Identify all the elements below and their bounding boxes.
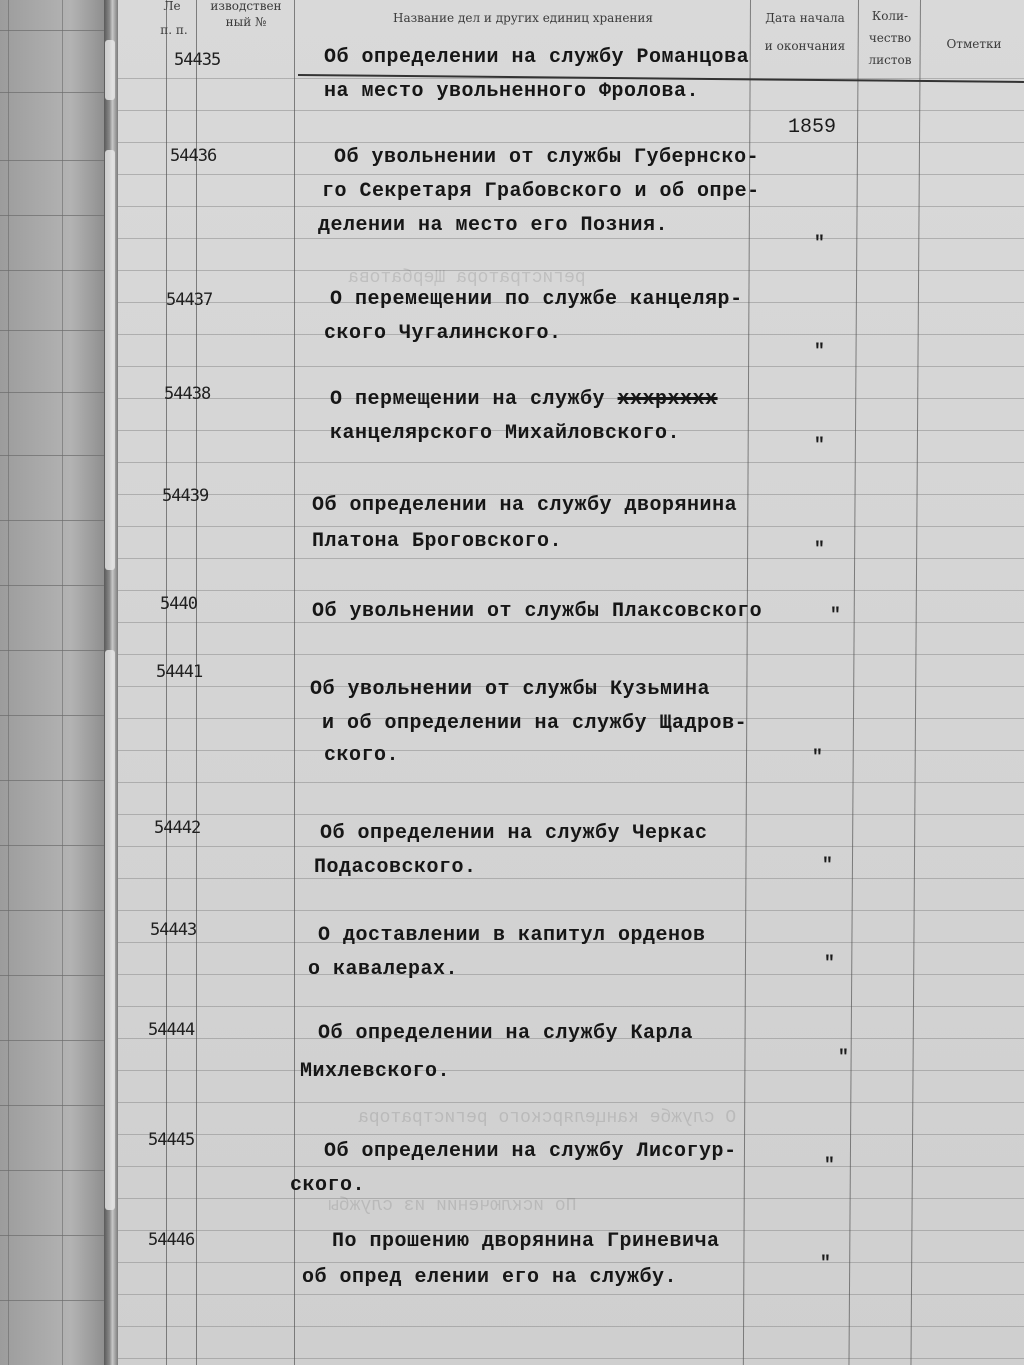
- entry-title-line: Об определении на службу Карла: [318, 1022, 694, 1045]
- entry-number: 54443: [150, 920, 197, 940]
- ditto-mark: ": [822, 856, 833, 876]
- entry-number: 54446: [148, 1230, 195, 1250]
- binding-stitch: [105, 40, 115, 100]
- entry-title-line: О доставлении в капитул орденов: [318, 924, 706, 947]
- entry-title-line: Об определении на службу Лисогур-: [324, 1140, 737, 1163]
- ditto-mark: ": [820, 1254, 831, 1274]
- entry-number: 54439: [162, 486, 209, 506]
- entry-title-line: го Секретаря Грабовского и об опре-: [322, 180, 760, 203]
- left-page-edge: [0, 0, 118, 1365]
- entry-title-line: Об определении на службу Романцова: [324, 46, 750, 69]
- ditto-mark: ": [824, 1156, 835, 1176]
- header-count-2: чество: [868, 31, 912, 45]
- binding-stitch: [105, 150, 115, 570]
- entry-title-line: [330, 388, 718, 411]
- ditto-mark: ": [838, 1048, 849, 1068]
- entry-title-line: Об увольнении от службы Плаксовского: [312, 600, 763, 623]
- entry-title-line: Об определении на службу Черкас: [320, 822, 708, 845]
- entry-number: 54445: [148, 1130, 195, 1150]
- ditto-mark: ": [814, 436, 825, 456]
- header-num-top: Ле: [163, 0, 181, 13]
- entry-number: 54441: [156, 662, 203, 682]
- binding-stitch: [105, 650, 115, 1210]
- header-count-3: листов: [868, 53, 912, 67]
- entry-number: 5440: [160, 594, 197, 614]
- entry-title-line: об опред елении его на службу.: [302, 1266, 678, 1289]
- ditto-mark: ": [814, 540, 825, 560]
- entry-number: 54444: [148, 1020, 195, 1040]
- entry-title-line: Платона Броговского.: [312, 530, 563, 553]
- entry-title-line: Об увольнении от службы Кузьмина: [310, 678, 711, 701]
- header-title: Название дел и других единиц хранения: [392, 11, 653, 25]
- entry-title-line: Об увольнении от службы Губернско-: [334, 146, 760, 169]
- entry-title-line: ского Чугалинского.: [324, 322, 562, 345]
- entry-title-line: ского.: [324, 744, 400, 767]
- entry-title-line: ского.: [290, 1174, 366, 1197]
- ditto-mark: ": [830, 606, 841, 626]
- ditto-mark: ": [814, 234, 825, 254]
- entry-number: 54437: [166, 290, 213, 310]
- header-date-1: Дата начала: [765, 11, 845, 25]
- entry-title-line: О перемещении по службе канцеляр-: [330, 288, 743, 311]
- header-count-1: Коли-: [871, 9, 909, 23]
- header-proc-bottom: ный №: [225, 15, 267, 29]
- entry-title-line: и об определении на службу Щадров-: [322, 712, 748, 735]
- entry-title-line: Об определении на службу дворянина: [312, 494, 738, 517]
- entry-title-line: Михлевского.: [300, 1060, 451, 1083]
- header-notes: Отметки: [946, 37, 1002, 51]
- entry-title-line: По прошению дворянина Гриневича: [332, 1230, 720, 1253]
- entry-title-text: О пермещении на службу: [330, 388, 618, 411]
- ditto-mark: ": [814, 342, 825, 362]
- entry-number: 54438: [164, 384, 211, 404]
- header-proc-top: изводствен: [210, 0, 282, 13]
- entry-title-line: Подасовского.: [314, 856, 477, 879]
- ditto-mark: ": [824, 954, 835, 974]
- entry-number: 54436: [170, 146, 217, 166]
- header-num-bottom: п. п.: [160, 23, 188, 37]
- entry-number: 54435: [174, 50, 221, 70]
- struck-word: хххрхххх: [617, 388, 718, 411]
- register-page: Ле п. п. изводствен ный № Название дел и других единиц хранения Дата начала и окончания Коли- чество листов Отметки регистратора Щербатова О службе канцелярского регистратора По исключении из службы 54435 Об определении на службу Романцова на место увольненного Фролова. 1859 54436 Об увольнении от службы Губернско- го Секретаря Грабовского и об опре- делении на место его Позния. " 54437 О перемещении по службе канцеляр- ского Чугалинского. " 54438 О пермещении на службу хххрхххх канцелярского Михайловского. " 54439 Об определении на службу дворянина Платона Броговского. " 5440 Об увольнении от службы Плаксовского " 54441 Об увольнении от службы Кузьмина и об определении на службу Щадров- ского. " 54442 Об определении на службу Черкас Подасовского. " 54443 О доставлении в капитул орденов о кавалерах. " 54444 Об определении на службу Карла Михлевского. " 54445 Об определении на службу Лисогур- ского. " 54446 По прошению дворянина Гриневича об опред елении его на службу. ": [118, 0, 1024, 1365]
- entry-title-line: канцелярского Михайловского.: [330, 422, 681, 445]
- header-date-2: и окончания: [764, 39, 846, 53]
- entry-number: 54442: [154, 818, 201, 838]
- entry-title-line: делении на место его Позния.: [318, 214, 669, 237]
- entry-date: 1859: [788, 116, 837, 139]
- entry-title-line: на место увольненного Фролова.: [324, 80, 700, 103]
- entry-title-line: о кавалерах.: [308, 958, 459, 981]
- ditto-mark: ": [812, 748, 823, 768]
